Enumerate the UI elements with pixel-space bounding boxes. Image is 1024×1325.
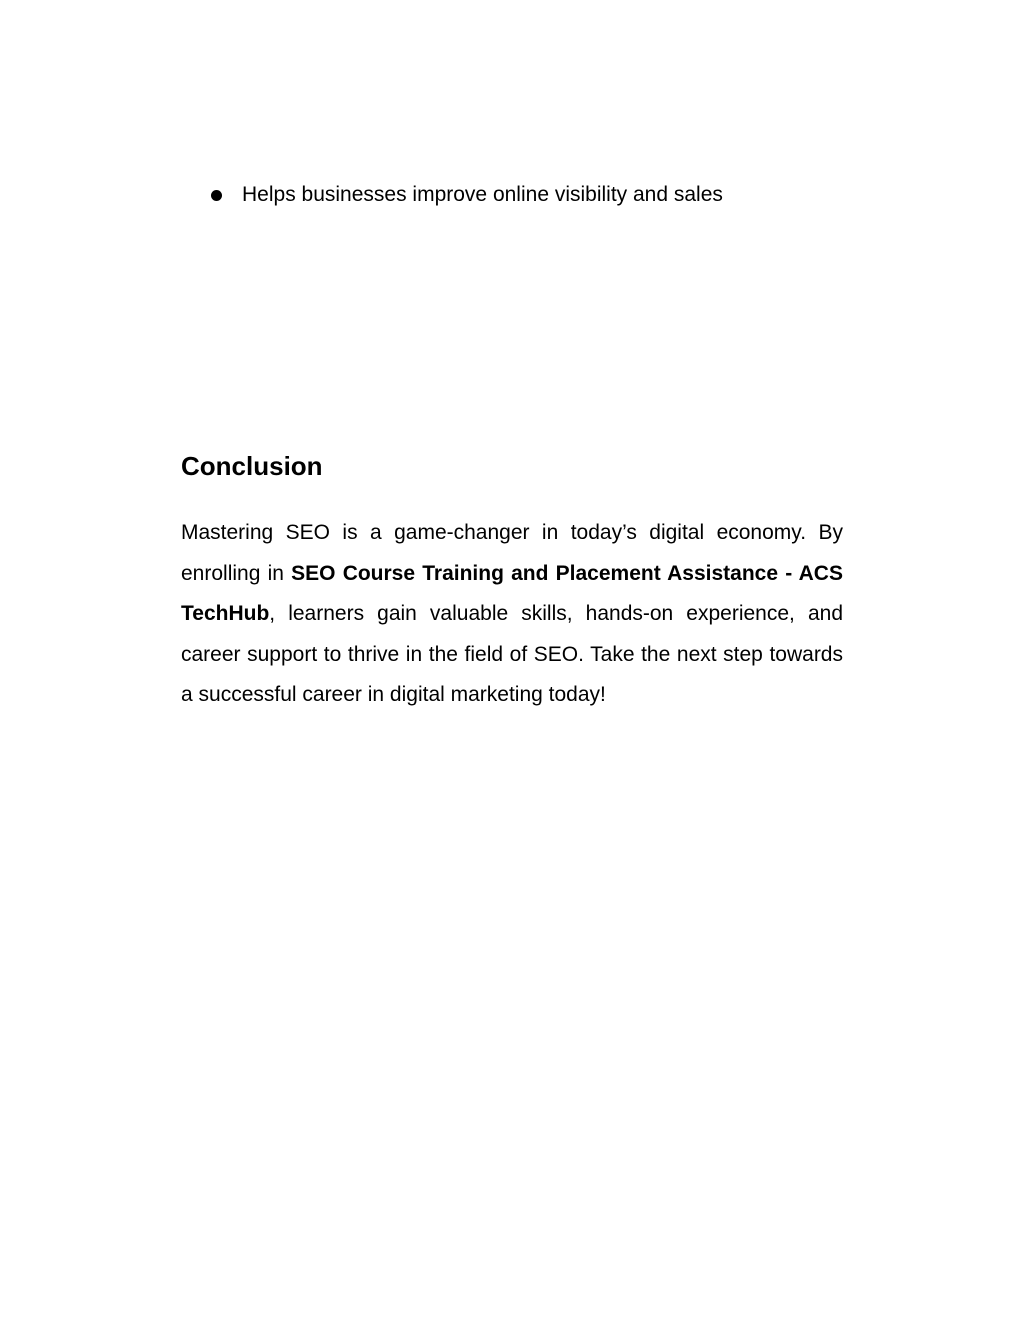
paragraph-text-end: , learners gain valuable skills, hands-on experience, and career support to thrive in the field of SEO. Take the next step towards a successful career in digital marketing today! — [181, 602, 843, 706]
list-item — [210, 180, 723, 210]
list-item-text: Helps businesses improve online visibility and sales — [242, 183, 723, 206]
conclusion-paragraph — [181, 513, 843, 716]
paragraph-text-start: Mastering SEO is a game-changer in today’s digital economy. By enrolling in — [181, 521, 843, 585]
bullet-list — [210, 180, 723, 210]
paragraph-bold-course-name: SEO Course Training and Placement Assistance - ACS TechHub — [181, 561, 843, 625]
section-heading: Conclusion — [181, 451, 323, 481]
bullet-dot-icon — [211, 190, 222, 201]
